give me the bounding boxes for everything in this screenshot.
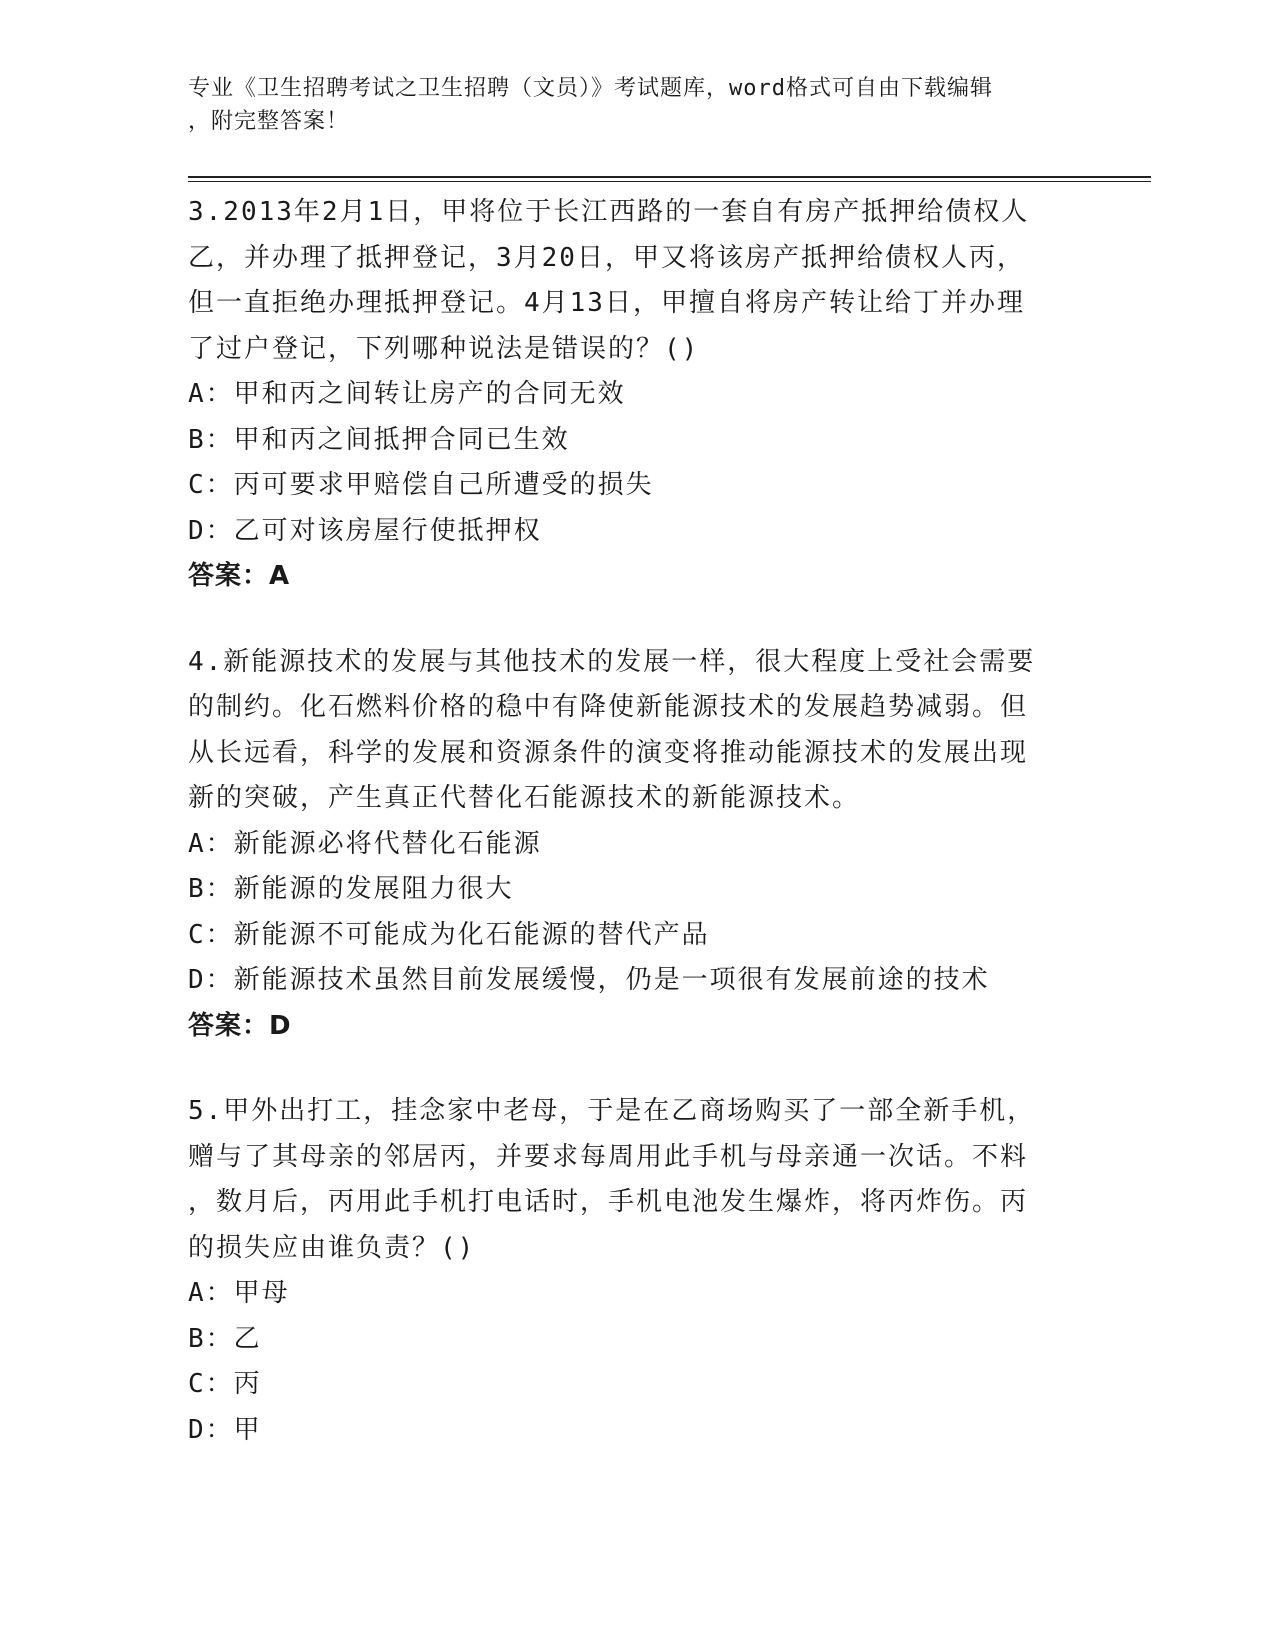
stem-line: 赠与了其母亲的邻居丙，并要求每周用此手机与母亲通一次话。不料: [188, 1141, 1029, 1172]
stem-line: 了过户登记，下列哪种说法是错误的？(): [188, 333, 700, 364]
question-stem: [188, 1089, 1068, 1271]
option-b: B：甲和丙之间抵押合同已生效: [188, 424, 570, 455]
option-b: B：乙: [188, 1323, 262, 1354]
option-a: A：甲和丙之间转让房产的合同无效: [188, 379, 626, 409]
option-b: B：新能源的发展阻力很大: [188, 874, 514, 904]
answer-label: 答案：D: [188, 1010, 292, 1041]
option-c: C：丙可要求甲赔偿自己所遭受的损失: [188, 470, 654, 500]
stem-line: 4.新能源技术的发展与其他技术的发展一样，很大程度上受社会需要: [188, 646, 1036, 677]
stem-line: ，数月后，丙用此手机打电话时，手机电池发生爆炸，将丙炸伤。丙: [188, 1187, 1029, 1217]
header-line-1: 专业《卫生招聘考试之卫生招聘（文员）》考试题库，word格式可自由下载编辑: [188, 76, 993, 101]
question-list: [188, 190, 1068, 1493]
question-5: [188, 1089, 1068, 1453]
stem-line: 新的突破，产生真正代替化石能源技术的新能源技术。: [188, 783, 861, 813]
stem-line: 但一直拒绝办理抵押登记。4月13日，甲擅自将房产转让给丁并办理: [188, 288, 1025, 318]
option-c: C：新能源不可能成为化石能源的替代产品: [188, 919, 710, 950]
option-d: D：新能源技术虽然目前发展缓慢，仍是一项很有发展前途的技术: [188, 965, 990, 995]
stem-line: 乙，并办理了抵押登记，3月20日，甲又将该房产抵押给债权人丙，: [188, 242, 1025, 273]
stem-line: 从长远看，科学的发展和资源条件的演变将推动能源技术的发展出现: [188, 737, 1029, 768]
header-divider-thick: [188, 176, 1151, 178]
question-stem: [188, 640, 1068, 822]
question-3: [188, 190, 1068, 600]
option-d: D：甲: [188, 1414, 262, 1445]
option-a: A：甲母: [188, 1278, 290, 1308]
option-d: D：乙可对该房屋行使抵押权: [188, 515, 542, 546]
stem-line: 的制约。化石燃料价格的稳中有降使新能源技术的发展趋势减弱。但: [188, 692, 1029, 722]
document-header: [188, 72, 1068, 138]
option-a: A：新能源必将代替化石能源: [188, 828, 542, 859]
question-4: [188, 640, 1068, 1050]
header-line-2: ，附完整答案！: [188, 109, 350, 134]
stem-line: 的损失应由谁负责？(): [188, 1232, 476, 1263]
stem-line: 3.2013年2月1日，甲将位于长江西路的一套自有房产抵押给债权人: [188, 197, 1030, 227]
answer-label: 答案：A: [188, 561, 291, 591]
question-stem: [188, 190, 1068, 372]
option-c: C：丙: [188, 1369, 262, 1399]
header-divider-thin: [188, 181, 1151, 182]
stem-line: 5.甲外出打工，挂念家中老母，于是在乙商场购买了一部全新手机，: [188, 1096, 1036, 1126]
